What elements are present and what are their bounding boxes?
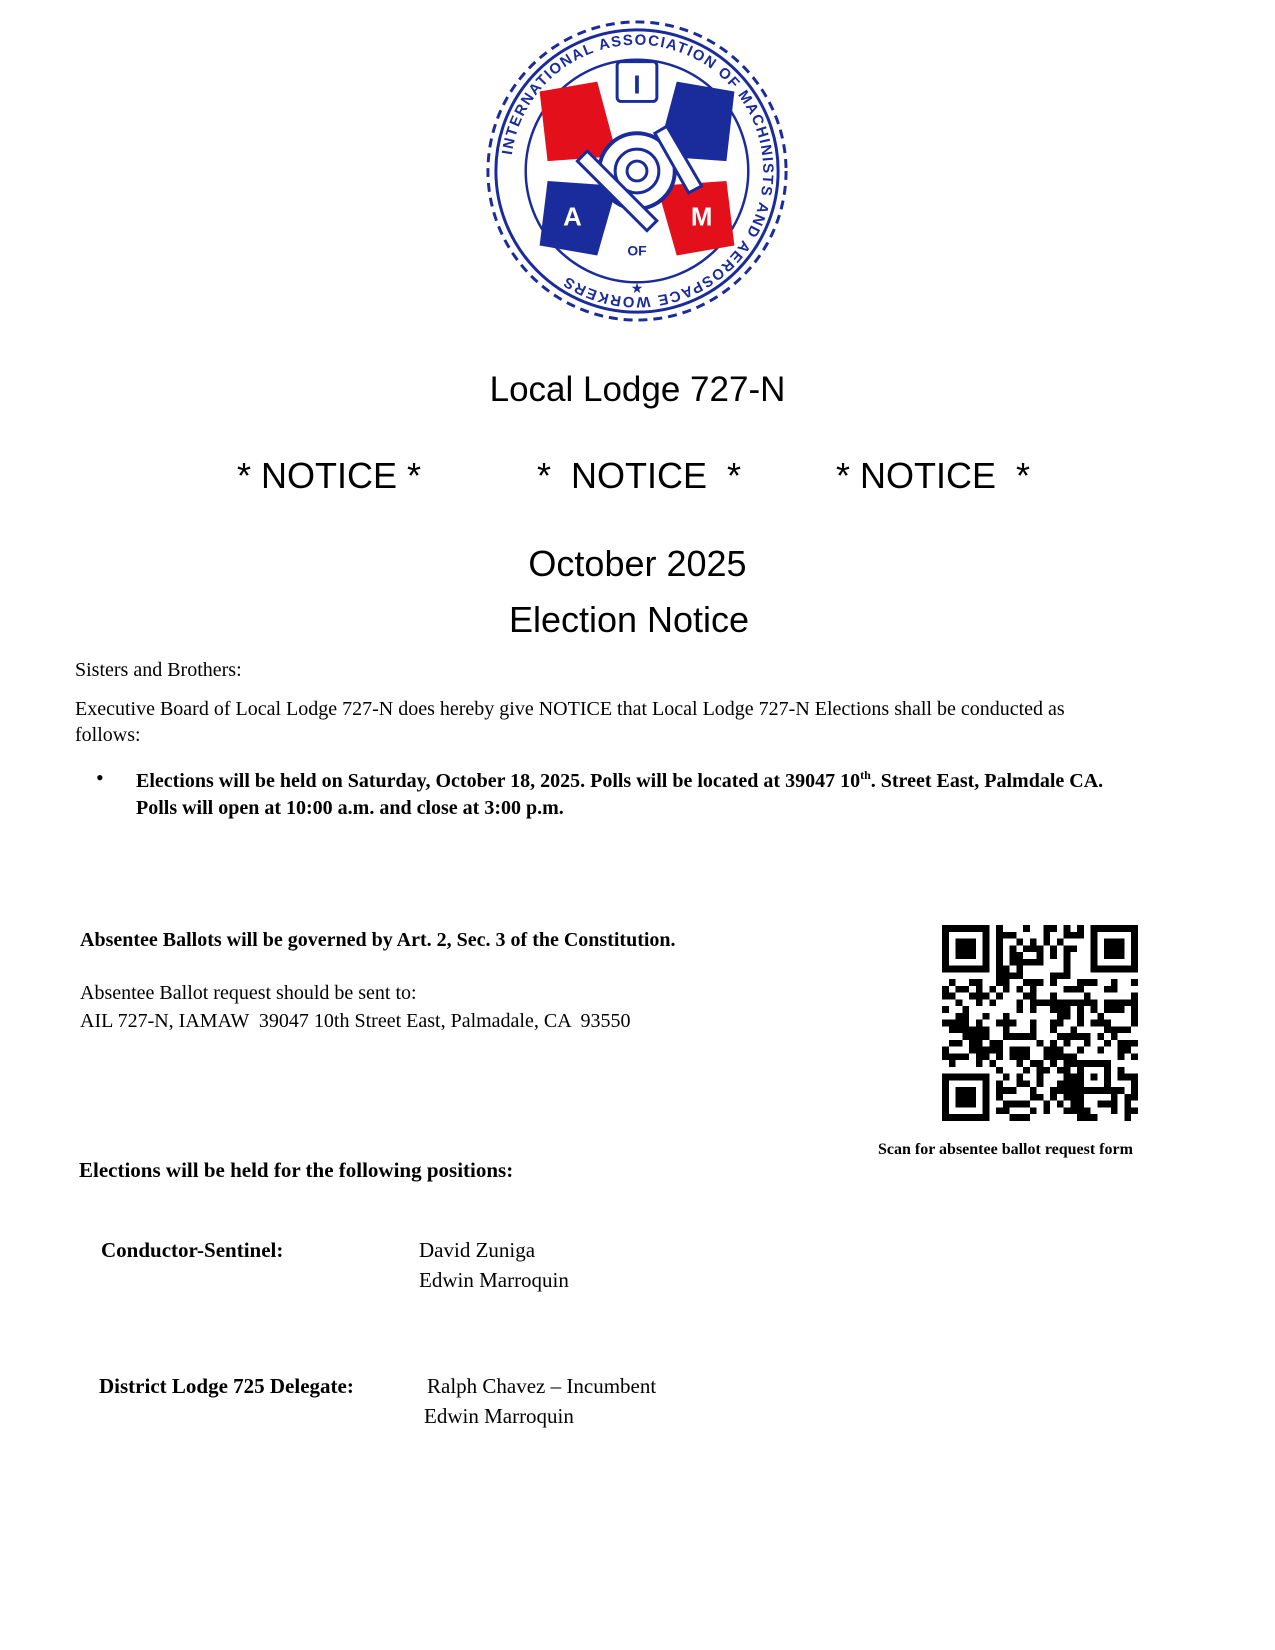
qr-caption: Scan for absentee ballot request form xyxy=(878,1141,1133,1158)
notice-banner-2: * NOTICE * xyxy=(537,455,742,496)
election-details xyxy=(136,768,1136,822)
position-title-conductor-sentinel: Conductor-Sentinel: xyxy=(101,1238,284,1262)
lodge-title: Local Lodge 727-N xyxy=(489,370,786,409)
iam-logo xyxy=(478,12,796,330)
position-title-district-delegate: District Lodge 725 Delegate: xyxy=(99,1374,354,1398)
logo-letter-m: M xyxy=(690,203,713,232)
election-details-part2: . Street East, Palmdale CA. Polls will open at 10:00 a.m. and close at 3:00 p.m. xyxy=(136,770,1104,819)
qr-code[interactable] xyxy=(942,925,1138,1121)
intro-paragraph: Executive Board of Local Lodge 727-N does hereby give NOTICE that Local Lodge 727-N Elections shall be conducted as follows: xyxy=(75,698,1065,746)
candidate-name: Edwin Marroquin xyxy=(419,1268,569,1292)
logo-ring-text: INTERNATIONAL ASSOCIATION OF MACHINISTS AND AEROSPACE WORKERS xyxy=(499,32,776,310)
logo-word-of: OF xyxy=(627,242,647,259)
logo-letter-a: A xyxy=(563,203,582,232)
election-notice-title: Election Notice xyxy=(508,599,750,640)
candidate-name: Ralph Chavez – Incumbent xyxy=(427,1374,657,1398)
star-icon: ★ xyxy=(630,282,644,298)
ordinal-superscript: th xyxy=(860,768,871,782)
notice-month: October 2025 xyxy=(528,543,747,584)
notice-banner-3: * NOTICE * xyxy=(836,455,1031,496)
positions-heading: Elections will be held for the following positions: xyxy=(79,1158,514,1182)
absentee-request-label: Absentee Ballot request should be sent to: xyxy=(80,982,417,1004)
election-details-part1: Elections will be held on Saturday, October 18, 2025. Polls will be located at 39047 10 xyxy=(136,770,861,792)
candidate-name: David Zuniga xyxy=(419,1238,536,1262)
greeting: Sisters and Brothers: xyxy=(75,659,242,681)
candidate-name: Edwin Marroquin xyxy=(424,1404,574,1428)
absentee-governance: Absentee Ballots will be governed by Art. 2, Sec. 3 of the Constitution. xyxy=(80,929,676,951)
notice-banner-1: * NOTICE * xyxy=(237,455,422,496)
absentee-address: AIL 727-N, IAMAW 39047 10th Street East, Palmadale, CA 93550 xyxy=(80,1010,631,1032)
bullet-icon: • xyxy=(96,765,104,790)
logo-letter-i: I xyxy=(633,71,641,100)
